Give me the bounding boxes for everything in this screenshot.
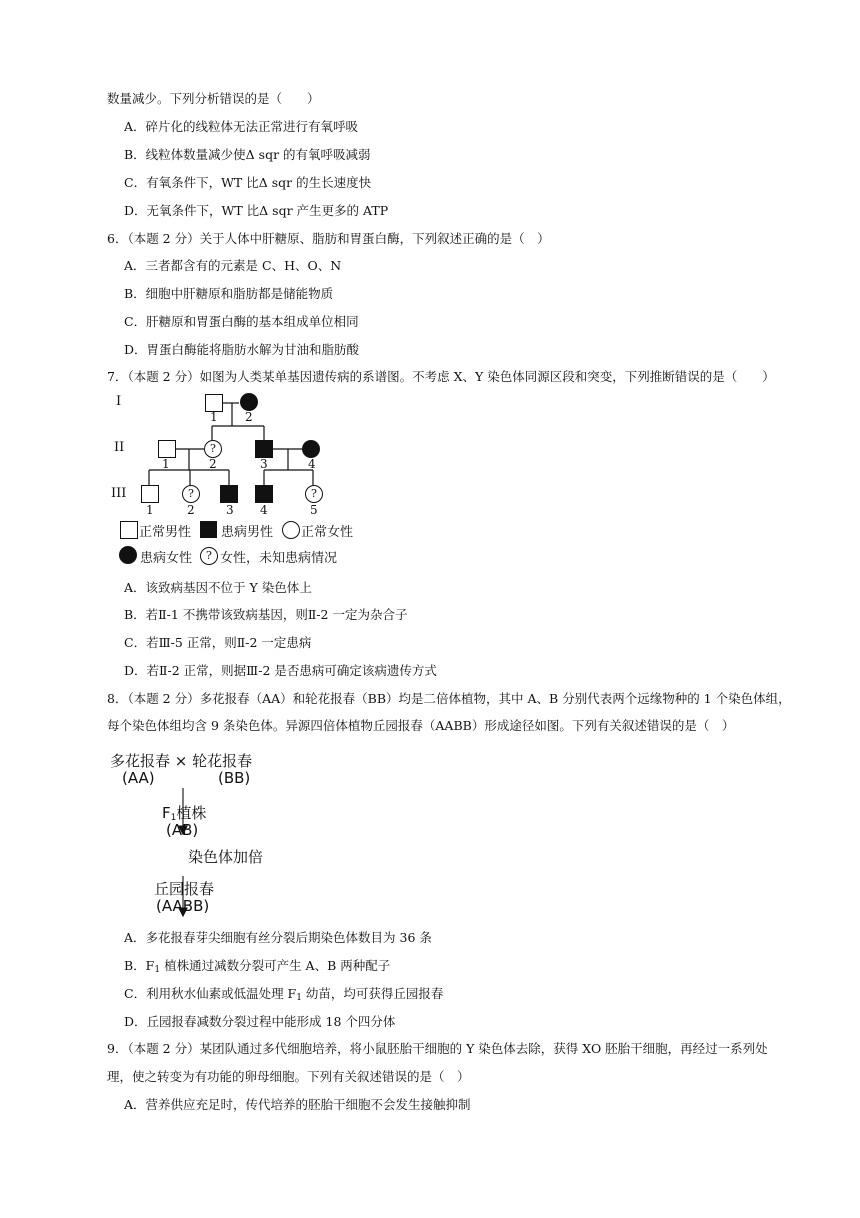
generation-label-3: III xyxy=(111,486,127,501)
q9-stem-line-2: 理，使之转变为有功能的卵母细胞。下列有关叙述错误的是（ ） xyxy=(107,1069,470,1084)
individual-label: 1 xyxy=(210,410,218,424)
parents-cross: 多花报春 × 轮花报春 xyxy=(110,752,253,770)
legend-normal-male: 正常男性 xyxy=(139,525,192,540)
q8-option-d: D．丘园报春减数分裂过程中能形成 18 个四分体 xyxy=(124,1014,396,1029)
hybridization-flow-diagram xyxy=(108,748,308,918)
q8-option-c-prefix: C．利用秋水仙素或低温处理 F xyxy=(124,986,297,1001)
individual-label: 2 xyxy=(209,457,217,471)
affected-female-symbol xyxy=(302,440,320,458)
generation-label-1: I xyxy=(116,394,122,409)
q8-option-b-subscript: 1 xyxy=(154,965,161,975)
q7-stem: 7．（本题 2 分）如图为人类某单基因遗传病的系谱图。不考虑 X、Y 染色体同源区段和突变，下列推断错误的是（ ） xyxy=(107,369,775,384)
q5-option-c: C．有氧条件下，WT 比Δ sqr 的生长速度快 xyxy=(124,175,372,190)
affected-male-symbol xyxy=(255,440,273,458)
individual-label: 5 xyxy=(310,503,318,517)
genome-aa: (AA) xyxy=(122,769,155,787)
q5-stem-tail: 数量减少。下列分析错误的是（ ） xyxy=(107,91,320,106)
individual-label: 1 xyxy=(162,457,170,471)
q6-stem: 6．（本题 2 分）关于人体中肝糖原、脂肪和胃蛋白酶，下列叙述正确的是（ ） xyxy=(107,231,550,246)
q8-option-b xyxy=(124,957,390,979)
f1-plant xyxy=(162,802,206,823)
result-plant: 丘园报春 xyxy=(154,880,215,898)
genome-aabb: (AABB) xyxy=(156,897,210,915)
normal-male-symbol xyxy=(158,440,176,458)
legend-affected-male-symbol xyxy=(200,521,217,538)
q8-option-b-prefix: B．F xyxy=(124,958,155,973)
genome-ab: (AB) xyxy=(166,821,199,839)
legend-affected-female: 患病女性 xyxy=(140,551,193,566)
q8-option-a: A．多花报春芽尖细胞有丝分裂后期染色体数目为 36 条 xyxy=(124,930,432,945)
individual-label: 1 xyxy=(146,503,154,517)
q7-option-a: A．该致病基因不位于 Y 染色体上 xyxy=(124,580,312,595)
legend-normal-male-symbol xyxy=(120,521,138,539)
individual-label: 4 xyxy=(260,503,268,517)
chromosome-doubling-label: 染色体加倍 xyxy=(188,848,264,866)
q6-option-c: C．肝糖原和胃蛋白酶的基本组成单位相同 xyxy=(124,314,359,329)
unknown-female-symbol: ? xyxy=(305,485,323,503)
q9-stem-line-1: 9．（本题 2 分）某团队通过多代细胞培养，将小鼠胚胎干细胞的 Y 染色体去除，获得 XO 胚胎干细胞，再经过一系列处 xyxy=(107,1041,768,1056)
individual-label: 4 xyxy=(308,457,316,471)
unknown-female-symbol: ? xyxy=(204,440,222,458)
pedigree-chart xyxy=(108,388,388,570)
q9-option-a: A．营养供应充足时，传代培养的胚胎干细胞不会发生接触抑制 xyxy=(124,1097,471,1112)
affected-male-symbol xyxy=(220,485,238,503)
q8-stem-line-2: 每个染色体组均含 9 条染色体。异源四倍体植物丘园报春（AABB）形成途径如图。下列有关叙述错误的是（ ） xyxy=(107,718,735,733)
individual-label: 3 xyxy=(260,457,268,471)
legend-affected-female-symbol xyxy=(119,546,137,564)
q6-option-d: D．胃蛋白酶能将脂肪水解为甘油和脂肪酸 xyxy=(124,342,360,357)
q8-option-b-text: 植株通过减数分裂可产生 A、B 两种配子 xyxy=(160,958,391,973)
affected-male-symbol xyxy=(255,485,273,503)
q5-option-b: B．线粒体数量减少使Δ sqr 的有氧呼吸减弱 xyxy=(124,147,371,162)
q8-option-c-text: 幼苗，均可获得丘园报春 xyxy=(301,986,444,1001)
q8-option-c xyxy=(124,985,443,1007)
normal-male-symbol xyxy=(141,485,159,503)
f1-prefix: F xyxy=(162,804,171,822)
f1-subscript: 1 xyxy=(170,813,177,823)
generation-label-2: II xyxy=(114,440,125,455)
q7-option-b: B．若Ⅱ-1 不携带该致病基因，则Ⅱ-2 一定为杂合子 xyxy=(124,607,408,622)
q6-option-a: A．三者都含有的元素是 C、H、O、N xyxy=(124,258,342,273)
f1-suffix: 植株 xyxy=(176,804,207,822)
individual-label: 3 xyxy=(226,503,234,517)
q8-option-c-subscript: 1 xyxy=(296,993,302,1003)
genome-bb: (BB) xyxy=(218,769,251,787)
unknown-female-symbol: ? xyxy=(182,485,200,503)
legend-affected-male: 患病男性 xyxy=(221,525,274,540)
q7-option-c: C．若Ⅲ-5 正常，则Ⅱ-2 一定患病 xyxy=(124,635,312,650)
affected-female-symbol xyxy=(240,393,258,411)
q5-option-a: A．碎片化的线粒体无法正常进行有氧呼吸 xyxy=(124,119,359,134)
q6-option-b: B．细胞中肝糖原和脂肪都是储能物质 xyxy=(124,286,334,301)
legend-normal-female-symbol xyxy=(282,521,300,539)
individual-label: 2 xyxy=(245,410,253,424)
q5-option-d: D．无氧条件下，WT 比Δ sqr 产生更多的 ATP xyxy=(124,203,389,218)
individual-label: 2 xyxy=(187,503,195,517)
q7-option-d: D．若Ⅱ-2 正常，则据Ⅲ-2 是否患病可确定该病遗传方式 xyxy=(124,663,437,678)
legend-normal-female: 正常女性 xyxy=(301,525,354,540)
q8-stem-line-1: 8．（本题 2 分）多花报春（AA）和轮花报春（BB）均是二倍体植物，其中 A、B 分别代表两个远缘物种的 1 个染色体组， xyxy=(107,691,791,706)
legend-unknown-female: 女性，未知患病情况 xyxy=(220,551,338,566)
legend-unknown-female-symbol: ? xyxy=(200,547,218,565)
